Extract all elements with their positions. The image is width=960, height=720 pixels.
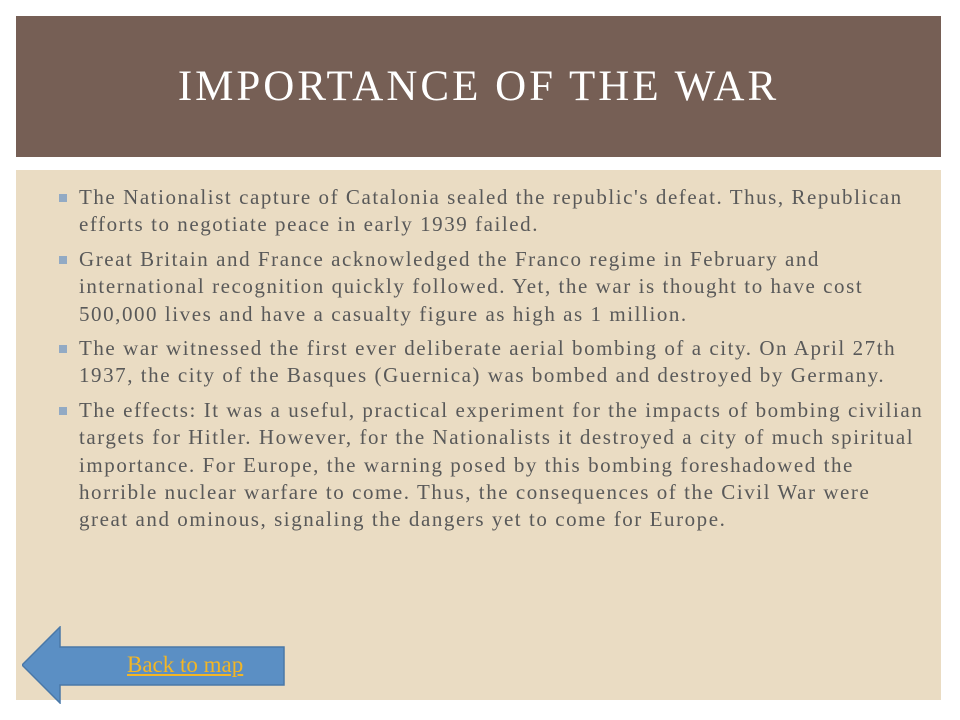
- bullet-item: [56, 397, 924, 534]
- back-to-map-button[interactable]: [22, 626, 286, 704]
- square-bullet-icon: [59, 407, 67, 415]
- square-bullet-icon: [59, 345, 67, 353]
- square-bullet-icon: [59, 256, 67, 264]
- bullet-text: Great Britain and France acknowledged the Franco regime in February and international recognition quickly followed. Yet, the war is thought to have cost 500,000 lives and have a casualty figure as high as 1 million.: [79, 246, 864, 326]
- back-to-map-link[interactable]: Back to map: [127, 652, 244, 677]
- bullet-text: The effects: It was a useful, practical experiment for the impacts of bombing civilian targets for Hitler. However, for the Nationalists it destroyed a city of much spiritual importance. For Europe, the warning posed by this bombing foreshadowed the horrible nuclear warfare to come. Thus, the consequences of the Civil War were great and ominous, signaling the dangers yet to come for Europe.: [79, 397, 924, 532]
- bullet-item: [56, 184, 924, 239]
- bullet-text: The Nationalist capture of Catalonia sealed the republic's defeat. Thus, Republican efforts to negotiate peace in early 1939 failed.: [79, 185, 903, 237]
- bullet-list: [56, 184, 924, 541]
- content-panel: [16, 170, 941, 700]
- bullet-item: [56, 246, 924, 328]
- slide-title: IMPORTANCE OF THE WAR: [177, 63, 780, 110]
- square-bullet-icon: [59, 194, 67, 202]
- title-band: [16, 16, 941, 157]
- bullet-text: The war witnessed the first ever deliberate aerial bombing of a city. On April 27th 1937, the city of the Basques (Guernica) was bombed and destroyed by Germany.: [79, 336, 897, 388]
- bullet-item: [56, 335, 924, 390]
